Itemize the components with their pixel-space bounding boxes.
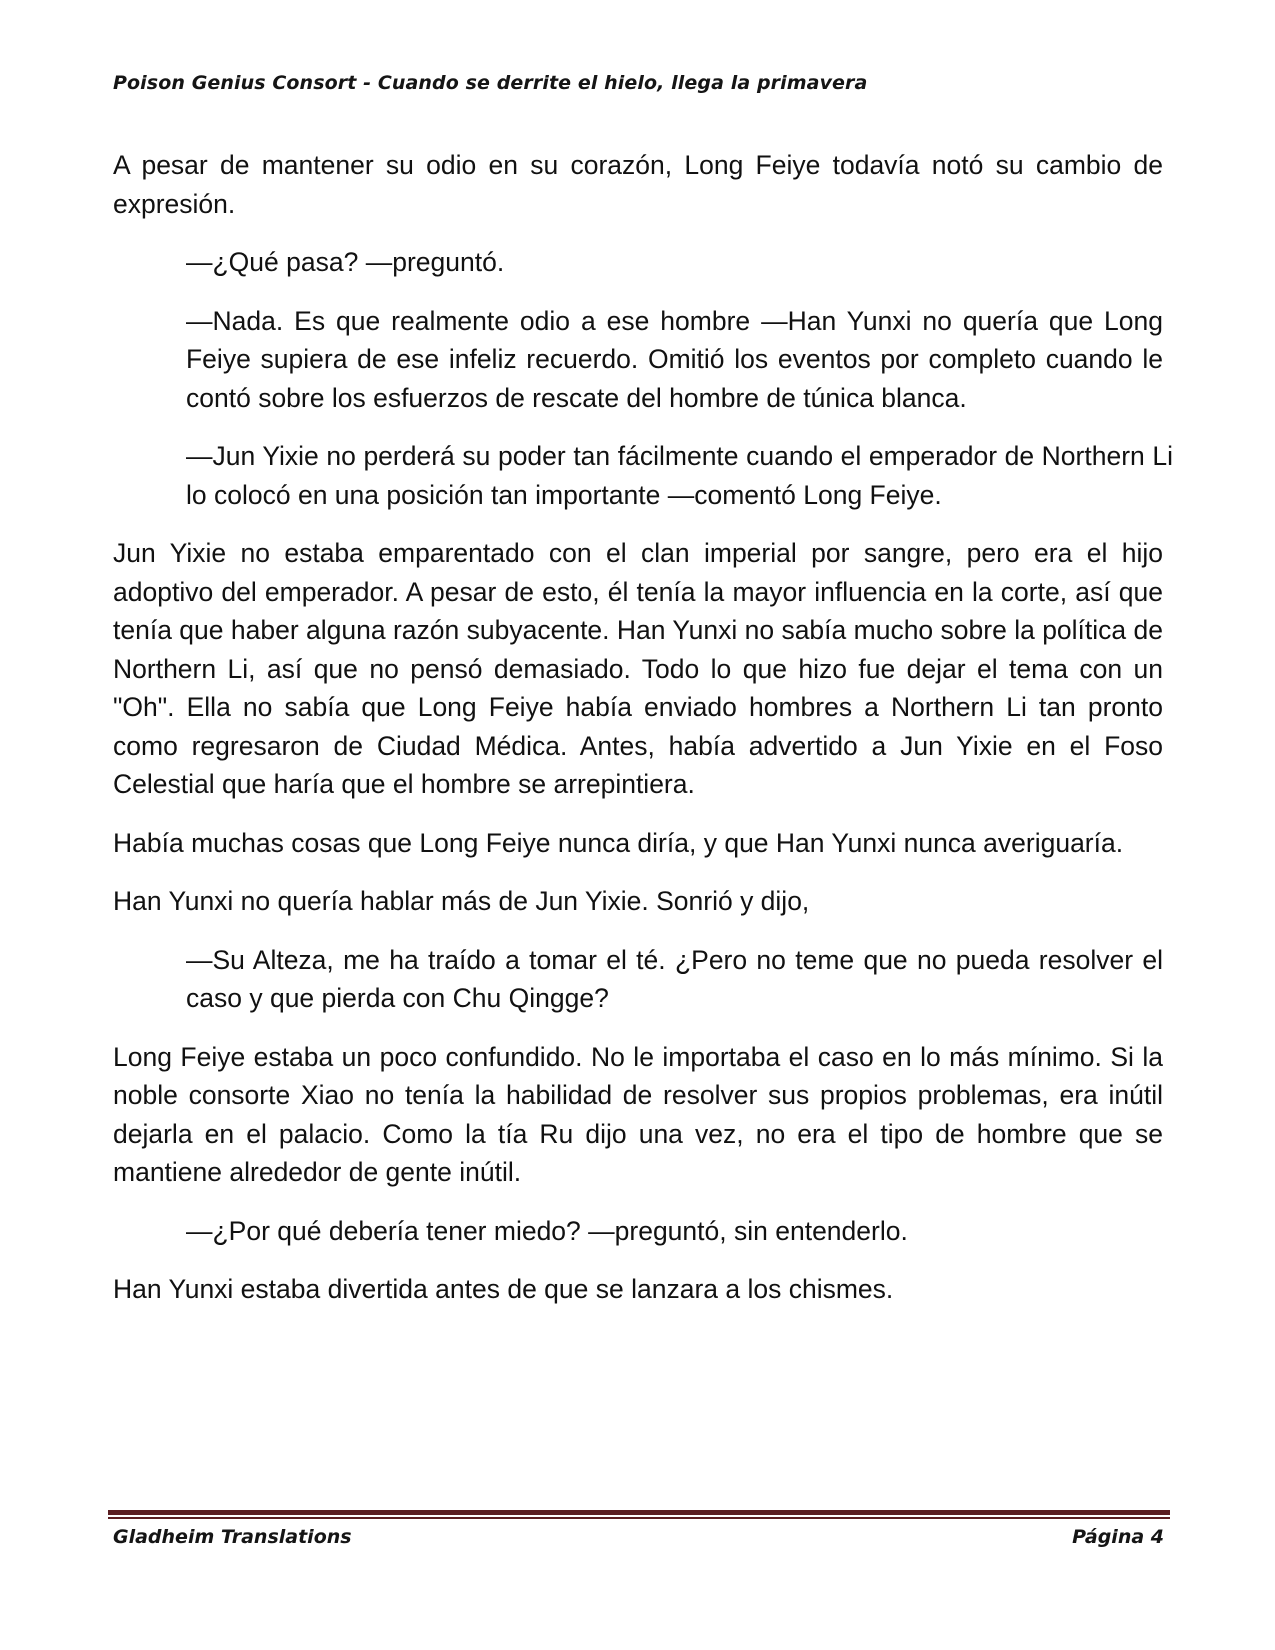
running-header-title: Poison Genius Consort - Cuando se derrite el hielo, llega la primavera	[113, 72, 868, 94]
footer-divider	[108, 1510, 1170, 1520]
paragraph: A pesar de mantener su odio en su corazón, Long Feiye todavía notó su cambio de expresión.	[113, 150, 1163, 219]
footer-page-number: Página 4	[1072, 1526, 1164, 1548]
dialogue-paragraph: —Jun Yixie no perderá su poder tan fácilmente cuando el emperador de Northern Li lo colocó en una posición tan importante —comentó Long Feiye.	[186, 441, 1173, 510]
footer-divider-thin-line	[108, 1517, 1170, 1519]
paragraph: Long Feiye estaba un poco confundido. No le importaba el caso en lo más mínimo. Si la noble consorte Xiao no tenía la habilidad de resolver sus propios problemas, era inútil dejarla en el palacio. Como la tía Ru dijo una vez, no era el tipo de hombre que se mantiene alrededor de gente inútil.	[113, 1041, 1163, 1187]
paragraph: Había muchas cosas que Long Feiye nunca diría, y que Han Yunxi nunca averiguaría.	[113, 827, 1124, 858]
dialogue-paragraph: —¿Por qué debería tener miedo? —preguntó, sin entenderlo.	[186, 1215, 908, 1246]
dialogue-paragraph: —¿Qué pasa? —preguntó.	[186, 247, 505, 277]
paragraph: Han Yunxi no quería hablar más de Jun Yixie. Sonrió y dijo,	[113, 886, 810, 916]
dialogue-paragraph: —Su Alteza, me ha traído a tomar el té. ¿Pero no teme que no pueda resolver el caso y que pierda con Chu Qingge?	[186, 944, 1163, 1013]
dialogue-paragraph: —Nada. Es que realmente odio a ese hombre —Han Yunxi no quería que Long Feiye supiera de ese infeliz recuerdo. Omitió los eventos por completo cuando le contó sobre los esfuerzos de rescate del hombre de túnica blanca.	[186, 305, 1163, 413]
footer-translator-name: Gladheim Translations	[113, 1526, 352, 1548]
paragraph: Jun Yixie no estaba emparentado con el clan imperial por sangre, pero era el hijo adoptivo del emperador. A pesar de esto, él tenía la mayor influencia en la corte, así que tenía que haber alguna razón subyacente. Han Yunxi no sabía mucho sobre la política de Northern Li, así que no pensó demasiado. Todo lo que hizo fue dejar el tema con un "Oh". Ella no sabía que Long Feiye había enviado hombres a Northern Li tan pronto como regresaron de Ciudad Médica. Antes, había advertido a Jun Yixie en el Foso Celestial que haría que el hombre se arrepintiera.	[113, 538, 1163, 799]
document-body	[113, 146, 1173, 1329]
footer-divider-thick-line	[108, 1510, 1170, 1515]
paragraph: Han Yunxi estaba divertida antes de que se lanzara a los chismes.	[113, 1274, 894, 1304]
